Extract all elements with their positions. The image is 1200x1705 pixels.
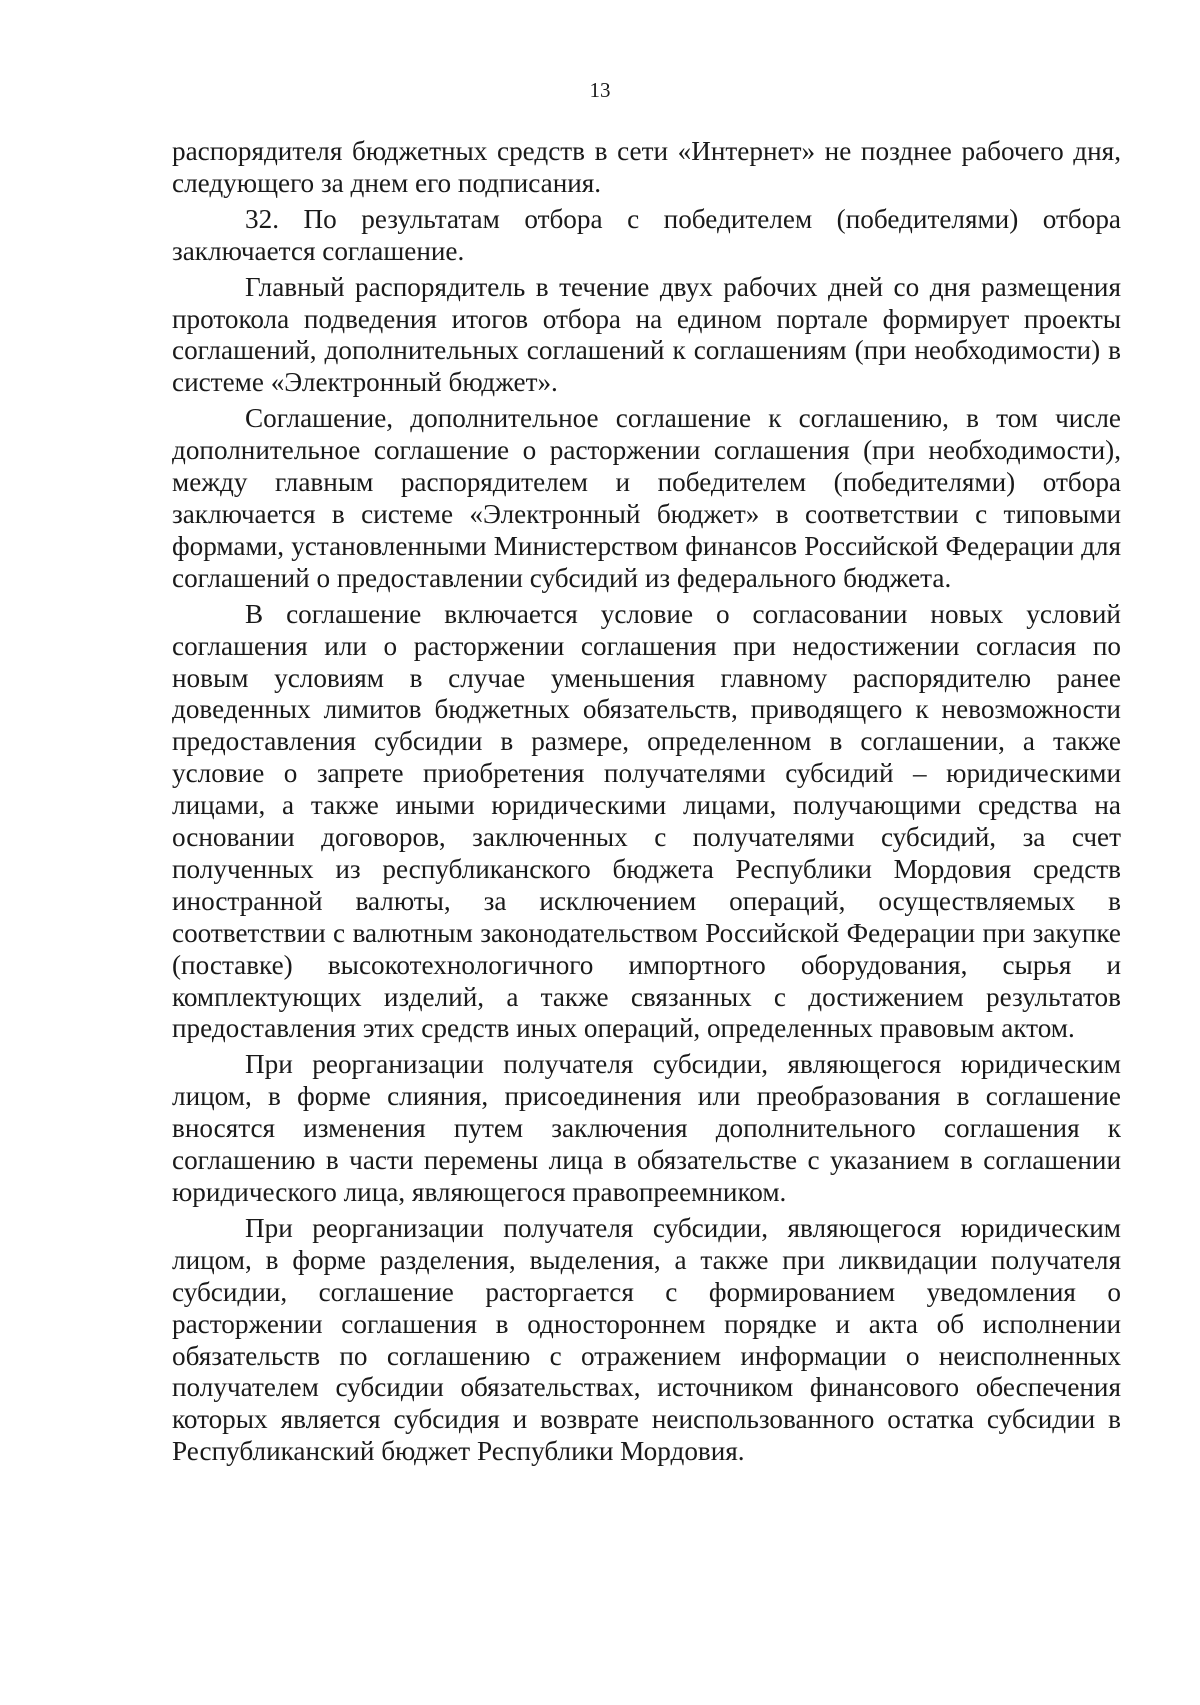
- paragraph-clause-32: 32. По результатам отбора с победителем (победителями) отбора заключается соглашение.: [172, 203, 1121, 266]
- paragraph-main-administrator: Главный распорядитель в течение двух рабочих дней со дня размещения протокола подведения итогов отбора на едином портале формирует проекты соглашений, дополнительных соглашений к соглашениям (при необходимости) в системе «Электронный бюджет».: [172, 271, 1121, 398]
- paragraph-agreement-conditions: В соглашение включается условие о согласовании новых условий соглашения или о расторжении соглашения при недостижении согласия по новым условиям в случае уменьшения главному распорядителю ранее доведенных лимитов бюджетных обязательств, приводящего к невозможности предоставления субсидии в размере, определенном в соглашении, а также условие о запрете приобретения получателями субсидий – юридическими лицами, а также иными юридическими лицами, получающими средства на основании договоров, заключенных с получателями субсидий, за счет полученных из республиканского бюджета Республики Мордовия средств иностранной валюты, за исключением операций, осуществляемых в соответствии с валютным законодательством Российской Федерации при закупке (поставке) высокотехнологичного импортного оборудования, сырья и комплектующих изделий, а также связанных с достижением результатов предоставления этих средств иных операций, определенных правовым актом.: [172, 598, 1121, 1044]
- paragraph-agreement-system: Соглашение, дополнительное соглашение к соглашению, в том числе дополнительное соглашение о расторжении соглашения (при необходимости), между главным распорядителем и победителем (победителями) отбора заключается в системе «Электронный бюджет» в соответствии с типовыми формами, установленными Министерством финансов Российской Федерации для соглашений о предоставлении субсидий из федерального бюджета.: [172, 403, 1121, 593]
- paragraph-continuation: распорядителя бюджетных средств в сети «Интернет» не позднее рабочего дня, следующего за днем его подписания.: [172, 136, 1121, 198]
- document-body: [172, 136, 1121, 1472]
- page-number: 13: [589, 78, 611, 102]
- paragraph-reorganization-merger: При реорганизации получателя субсидии, являющегося юридическим лицом, в форме слияния, присоединения или преобразования в соглашение вносятся изменения путем заключения дополнительного соглашения к соглашению в части перемены лица в обязательстве с указанием в соглашении юридического лица, являющегося правопреемником.: [172, 1049, 1121, 1207]
- paragraph-reorganization-division: При реорганизации получателя субсидии, являющегося юридическим лицом, в форме разделения, выделения, а также при ликвидации получателя субсидии, соглашение расторгается с формированием уведомления о расторжении соглашения в одностороннем порядке и акта об исполнении обязательств по соглашению с отражением информации о неисполненных получателем субсидии обязательствах, источником финансового обеспечения которых является субсидия и возврате неиспользованного остатка субсидии в Республиканский бюджет Республики Мордовия.: [172, 1212, 1121, 1467]
